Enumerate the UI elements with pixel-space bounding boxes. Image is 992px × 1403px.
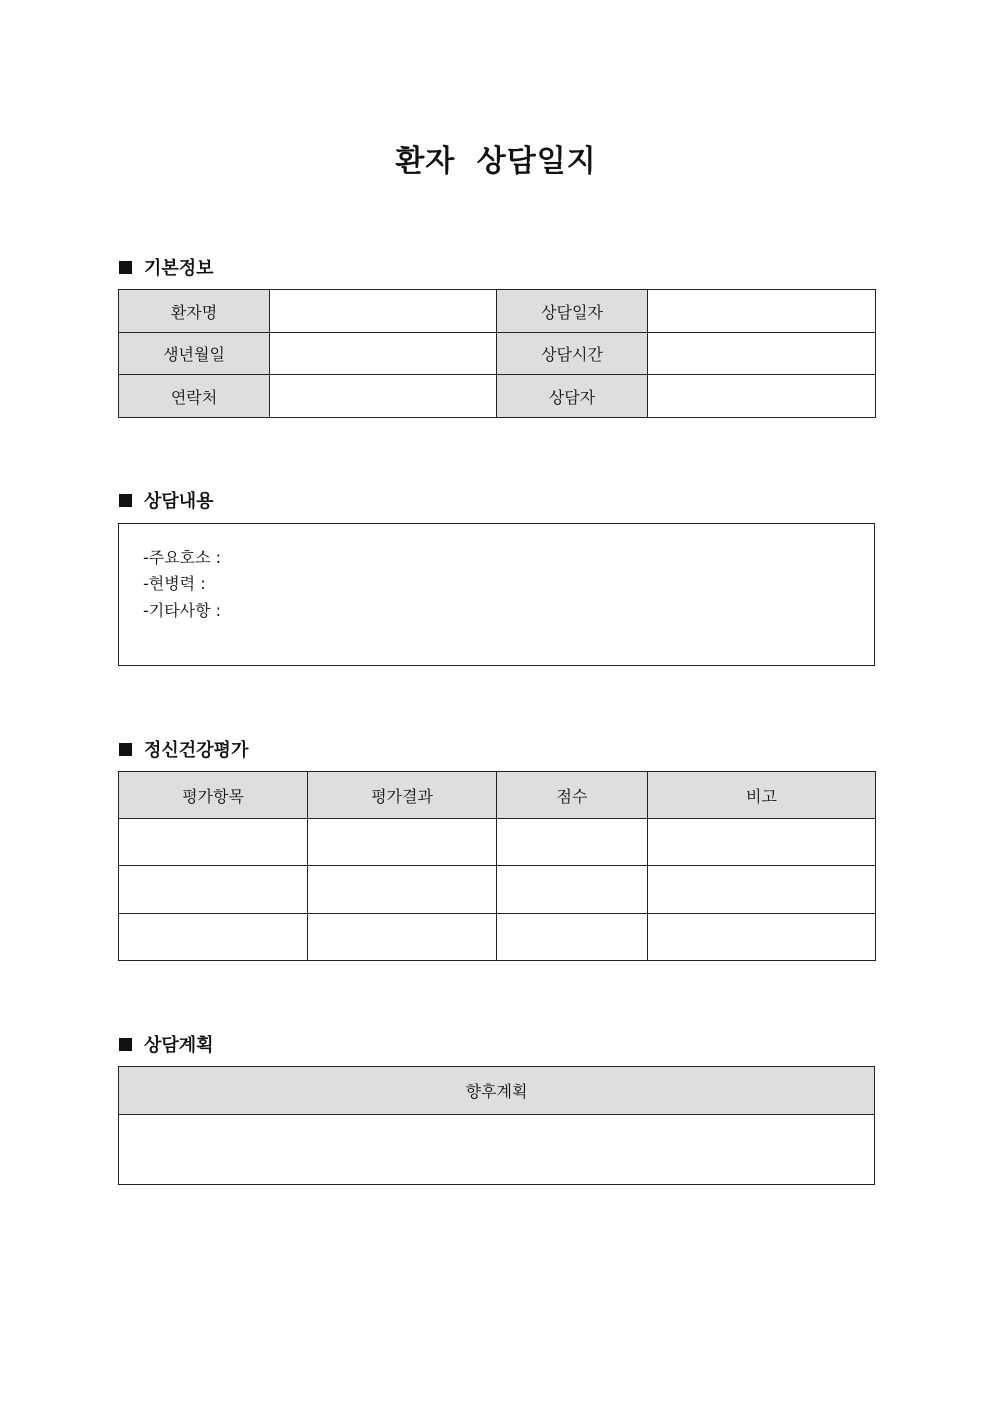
score-cell[interactable]	[497, 866, 648, 914]
eval-item-cell[interactable]	[119, 866, 308, 914]
section-heading-label: 정신건강평가	[144, 740, 249, 761]
page-title: 환자 상담일지	[395, 144, 597, 179]
eval-item-cell[interactable]	[119, 819, 308, 866]
label-consult-date: 상담일자	[497, 290, 648, 333]
header-future-plan: 향후계획	[119, 1067, 875, 1115]
black-square-icon	[119, 1038, 132, 1051]
section-heading-label: 기본정보	[144, 258, 214, 279]
eval-item-cell[interactable]	[119, 914, 308, 961]
label-contact: 연락처	[119, 375, 270, 418]
header-remarks: 비고	[648, 772, 876, 819]
score-cell[interactable]	[497, 914, 648, 961]
table-row	[119, 290, 876, 333]
table-header-row	[119, 1067, 875, 1115]
present-illness-line: -현병력 :	[143, 574, 206, 593]
table-row	[119, 1115, 875, 1185]
future-plan-field[interactable]	[119, 1115, 875, 1185]
section-heading-consult-content	[119, 487, 214, 513]
table-row	[119, 819, 876, 866]
contact-field[interactable]	[270, 375, 497, 418]
label-counselor: 상담자	[497, 375, 648, 418]
section-heading-basic-info	[119, 254, 214, 280]
section-heading-mental-health	[119, 736, 248, 762]
header-score: 점수	[497, 772, 648, 819]
header-eval-result: 평가결과	[308, 772, 497, 819]
birth-date-field[interactable]	[270, 333, 497, 375]
basic-info-table	[118, 289, 876, 418]
remarks-cell[interactable]	[648, 819, 876, 866]
score-cell[interactable]	[497, 819, 648, 866]
table-row	[119, 375, 876, 418]
label-birth-date: 생년월일	[119, 333, 270, 375]
black-square-icon	[119, 743, 132, 756]
table-row	[119, 866, 876, 914]
consult-time-field[interactable]	[648, 333, 876, 375]
patient-name-field[interactable]	[270, 290, 497, 333]
table-row	[119, 333, 876, 375]
header-eval-item: 평가항목	[119, 772, 308, 819]
consult-plan-table	[118, 1066, 875, 1185]
label-patient-name: 환자명	[119, 290, 270, 333]
section-heading-label: 상담계획	[144, 1035, 214, 1056]
black-square-icon	[119, 494, 132, 507]
consult-content-box[interactable]	[118, 523, 875, 666]
remarks-cell[interactable]	[648, 914, 876, 961]
eval-result-cell[interactable]	[308, 819, 497, 866]
label-consult-time: 상담시간	[497, 333, 648, 375]
section-heading-label: 상담내용	[144, 491, 214, 512]
eval-result-cell[interactable]	[308, 866, 497, 914]
black-square-icon	[119, 261, 132, 274]
consult-date-field[interactable]	[648, 290, 876, 333]
counselor-field[interactable]	[648, 375, 876, 418]
chief-complaint-line: -주요호소 :	[143, 548, 222, 567]
mental-health-table	[118, 771, 876, 961]
eval-result-cell[interactable]	[308, 914, 497, 961]
other-notes-line: -기타사항 :	[143, 601, 222, 620]
remarks-cell[interactable]	[648, 866, 876, 914]
table-row	[119, 914, 876, 961]
table-header-row	[119, 772, 876, 819]
section-heading-consult-plan	[119, 1031, 214, 1057]
